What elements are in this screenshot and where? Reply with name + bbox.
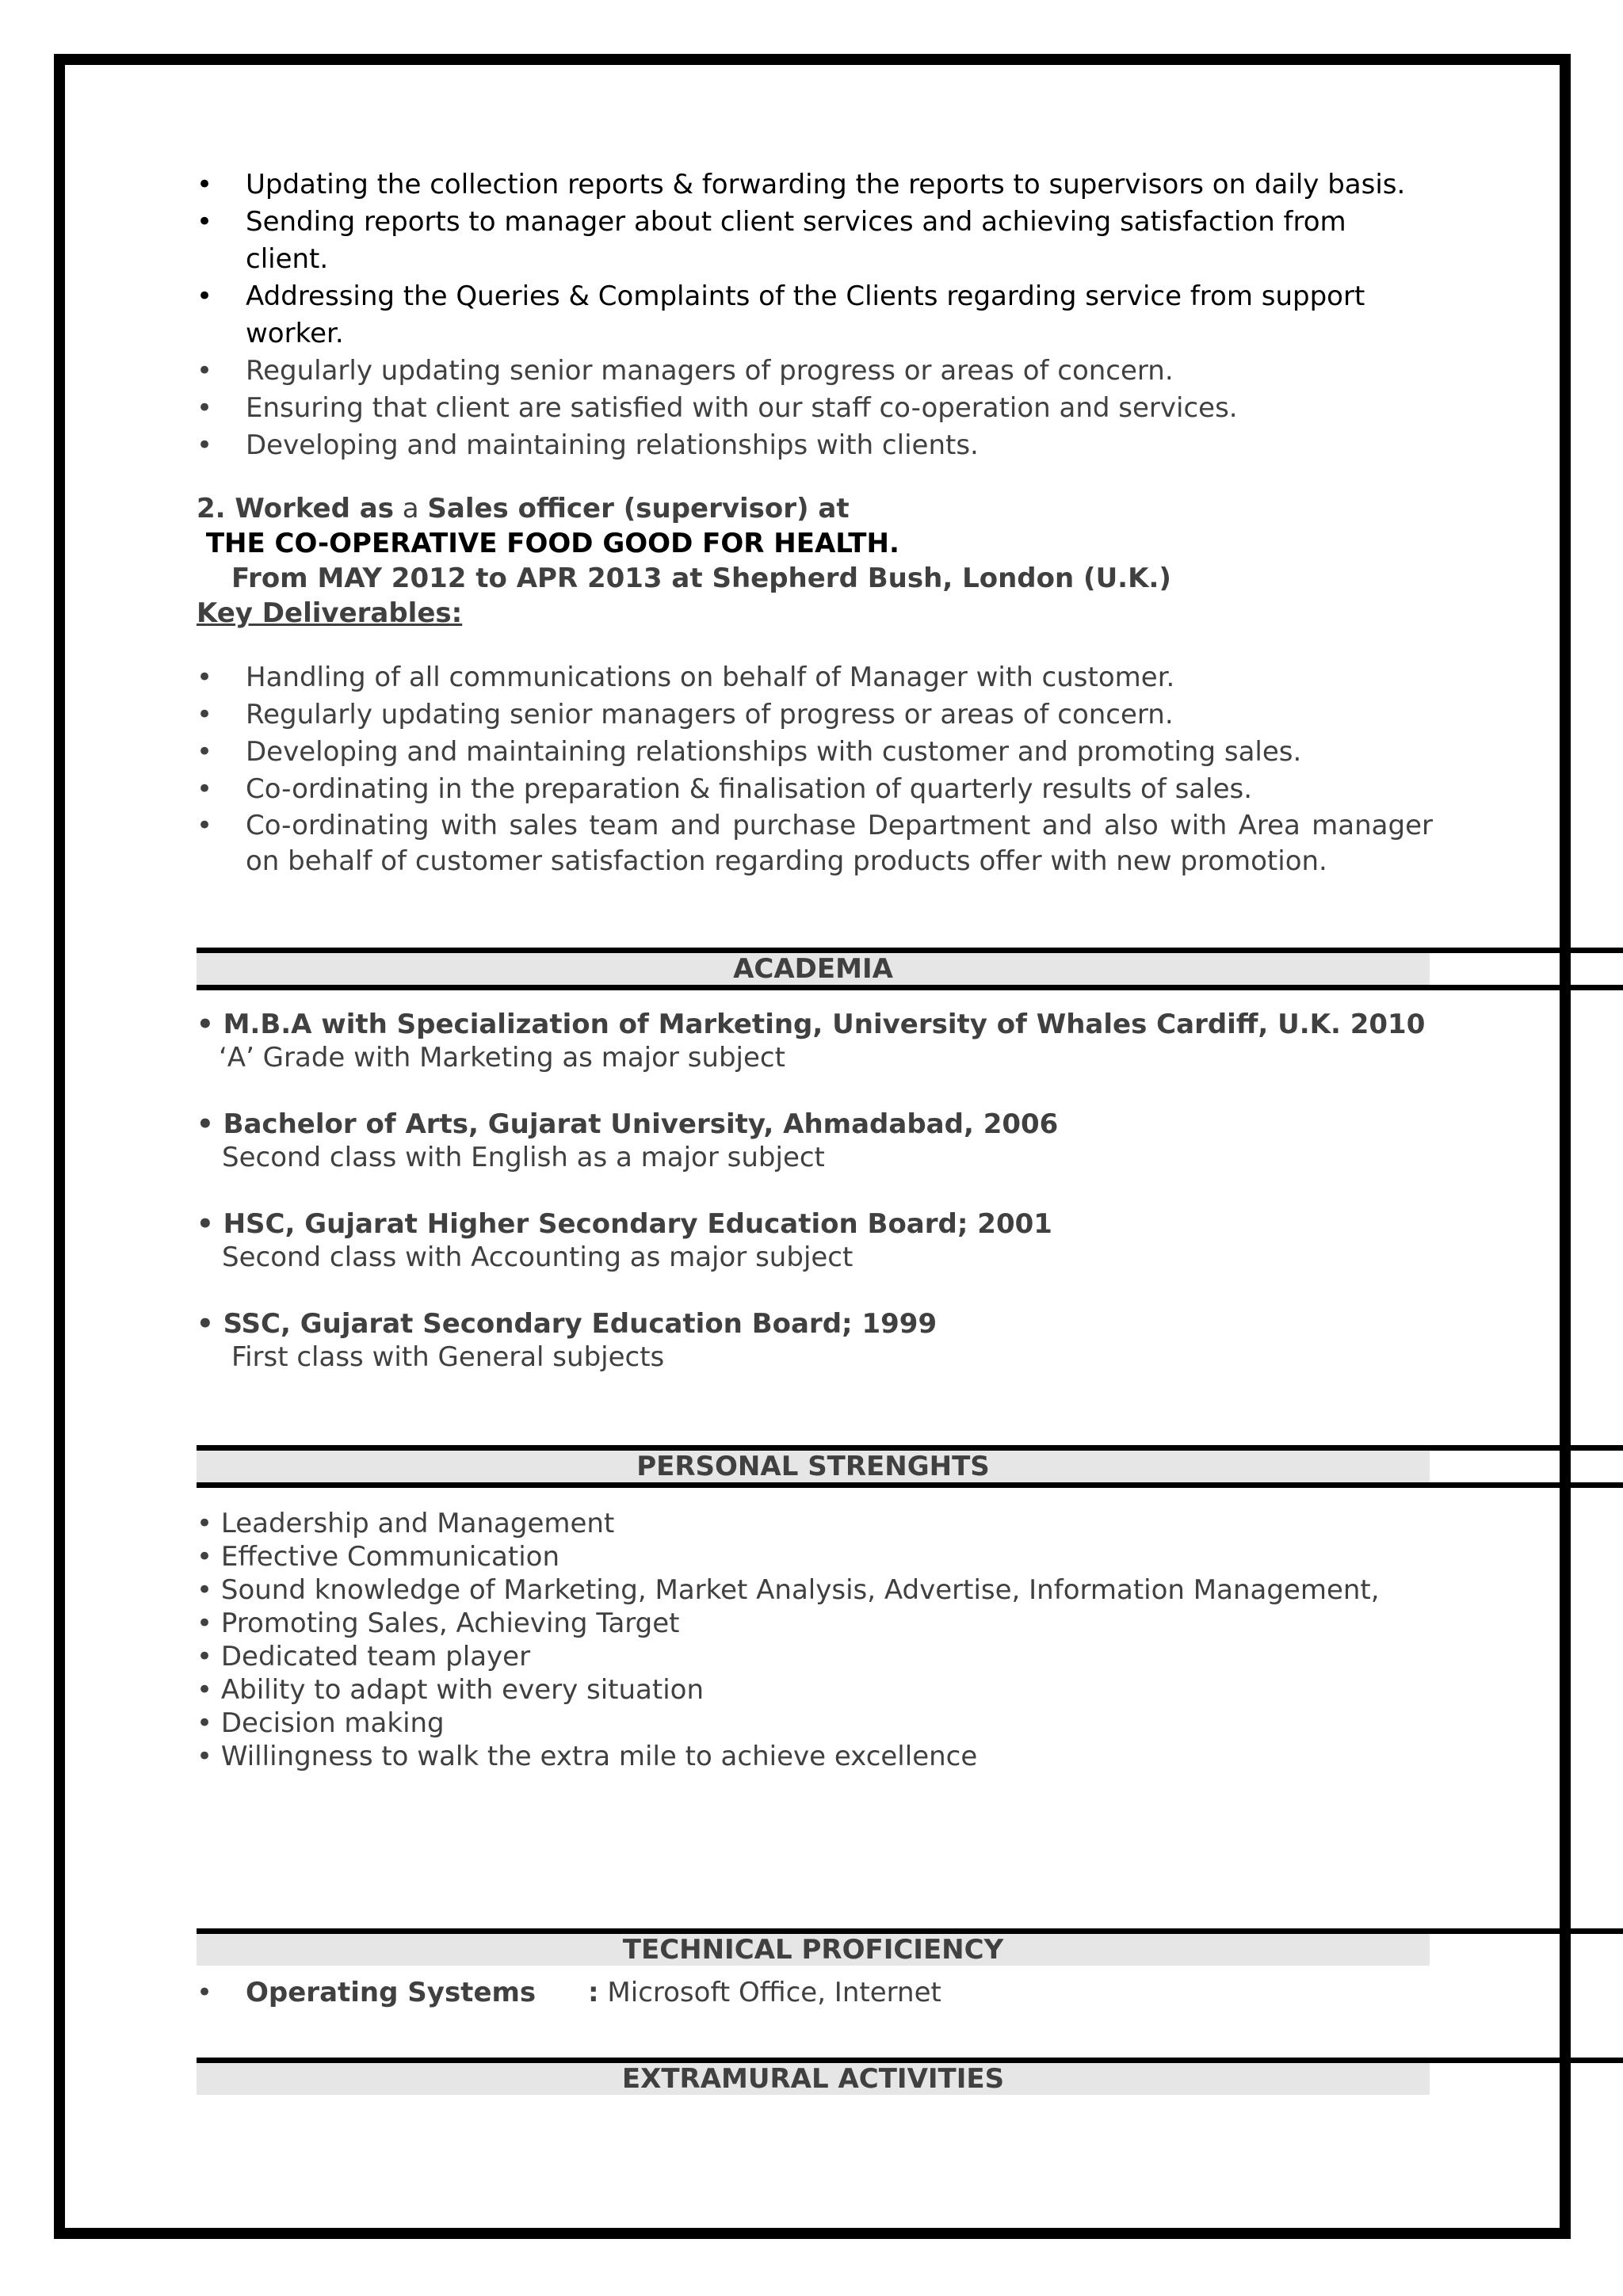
divider — [197, 1482, 1623, 1488]
list-item: • Developing and maintaining relationships with clients. — [197, 427, 1433, 464]
list-item: • Decision making — [197, 1707, 445, 1739]
technical-item — [197, 1974, 1433, 2012]
education-item — [197, 1307, 1433, 1374]
list-item: • Developing and maintaining relationships with customer and promoting sales. — [197, 734, 1433, 771]
divider — [197, 1928, 1623, 1934]
list-item: • Ability to adapt with every situation — [197, 1674, 705, 1706]
list-item: • Dedicated team player — [197, 1641, 531, 1672]
education-degree: • Bachelor of Arts, Gujarat University, Ahmadabad, 2006 — [197, 1108, 1059, 1140]
job-article: a — [393, 493, 428, 524]
resume-content — [197, 166, 1433, 2103]
section-title: EXTRAMURAL ACTIVITIES — [621, 2063, 1005, 2095]
list-item: • Willingness to walk the extra mile to achieve excellence — [197, 1741, 978, 1772]
list-item: • Addressing the Queries & Complaints of the Clients regarding service from support worker. — [197, 278, 1433, 353]
key-deliverables-label: Key Deliverables: — [197, 597, 463, 629]
deliverables-list — [197, 659, 1433, 879]
technical-value: Microsoft Office, Internet — [598, 1977, 941, 2008]
job-role: Sales officer (supervisor) at — [427, 493, 850, 524]
list-item: • Co-ordinating in the preparation & finalisation of quarterly results of sales. — [197, 771, 1433, 808]
technical-colon: : — [588, 1977, 599, 2008]
extramural-section-header — [197, 2058, 1433, 2103]
job-period — [197, 561, 1433, 596]
list-item: • Updating the collection reports & forwarding the reports to supervisors on daily basis. — [197, 166, 1433, 204]
list-item: • Effective Communication — [197, 1541, 559, 1573]
responsibilities-list — [197, 166, 1433, 464]
job-period-text: From MAY 2012 to APR 2013 at Shepherd Bush, London (U.K.) — [231, 563, 1171, 594]
list-item: • Ensuring that client are satisfied with our staff co-operation and services. — [197, 390, 1433, 427]
list-item: • Promoting Sales, Achieving Target — [197, 1608, 680, 1639]
section-title: TECHNICAL PROFICIENCY — [622, 1934, 1004, 1966]
education-degree: • M.B.A with Specialization of Marketing, University of Whales Cardiff, U.K. 2010 — [197, 1009, 1426, 1040]
education-detail: Second class with English as a major subject — [222, 1142, 825, 1173]
list-item: • Sending reports to manager about client services and achieving satisfaction from client. — [197, 204, 1433, 278]
list-item: • Regularly updating senior managers of progress or areas of concern. — [197, 353, 1433, 390]
job-prefix: 2. Worked as — [197, 493, 394, 524]
job-company: THE CO-OPERATIVE FOOD GOOD FOR HEALTH. — [197, 528, 899, 559]
technical-label: Operating Systems — [246, 1977, 537, 2008]
divider — [197, 985, 1623, 990]
list-item: • Sound knowledge of Marketing, Market Analysis, Advertise, Information Management, — [197, 1574, 1380, 1606]
section-title: PERSONAL STRENGHTS — [636, 1451, 990, 1482]
section-title: ACADEMIA — [733, 953, 893, 985]
education-detail: First class with General subjects — [231, 1341, 665, 1373]
technical-section-header — [197, 1928, 1433, 1974]
academia-section-header — [197, 948, 1433, 994]
divider — [197, 2058, 1623, 2063]
divider — [197, 948, 1623, 953]
job-heading — [197, 491, 1433, 561]
list-item: • Co-ordinating with sales team and purchase Department and also with Area manager on behalf of customer satisfaction regarding products offer with new promotion. — [197, 808, 1433, 879]
list-item: • Handling of all communications on behalf of Manager with customer. — [197, 659, 1433, 696]
education-item — [197, 1008, 1433, 1074]
list-item: • Regularly updating senior managers of progress or areas of concern. — [197, 696, 1433, 734]
divider — [197, 1445, 1623, 1451]
education-degree: • HSC, Gujarat Higher Secondary Education Board; 2001 — [197, 1208, 1052, 1240]
list-item: • Leadership and Management — [197, 1508, 615, 1539]
education-detail: ‘A’ Grade with Marketing as major subject — [219, 1042, 785, 1074]
strengths-list — [197, 1507, 1433, 1773]
education-item — [197, 1207, 1433, 1274]
education-item — [197, 1108, 1433, 1174]
strengths-section-header — [197, 1445, 1433, 1491]
education-degree: • SSC, Gujarat Secondary Education Board; 1999 — [197, 1308, 938, 1340]
education-detail: Second class with Accounting as major subject — [222, 1241, 854, 1273]
